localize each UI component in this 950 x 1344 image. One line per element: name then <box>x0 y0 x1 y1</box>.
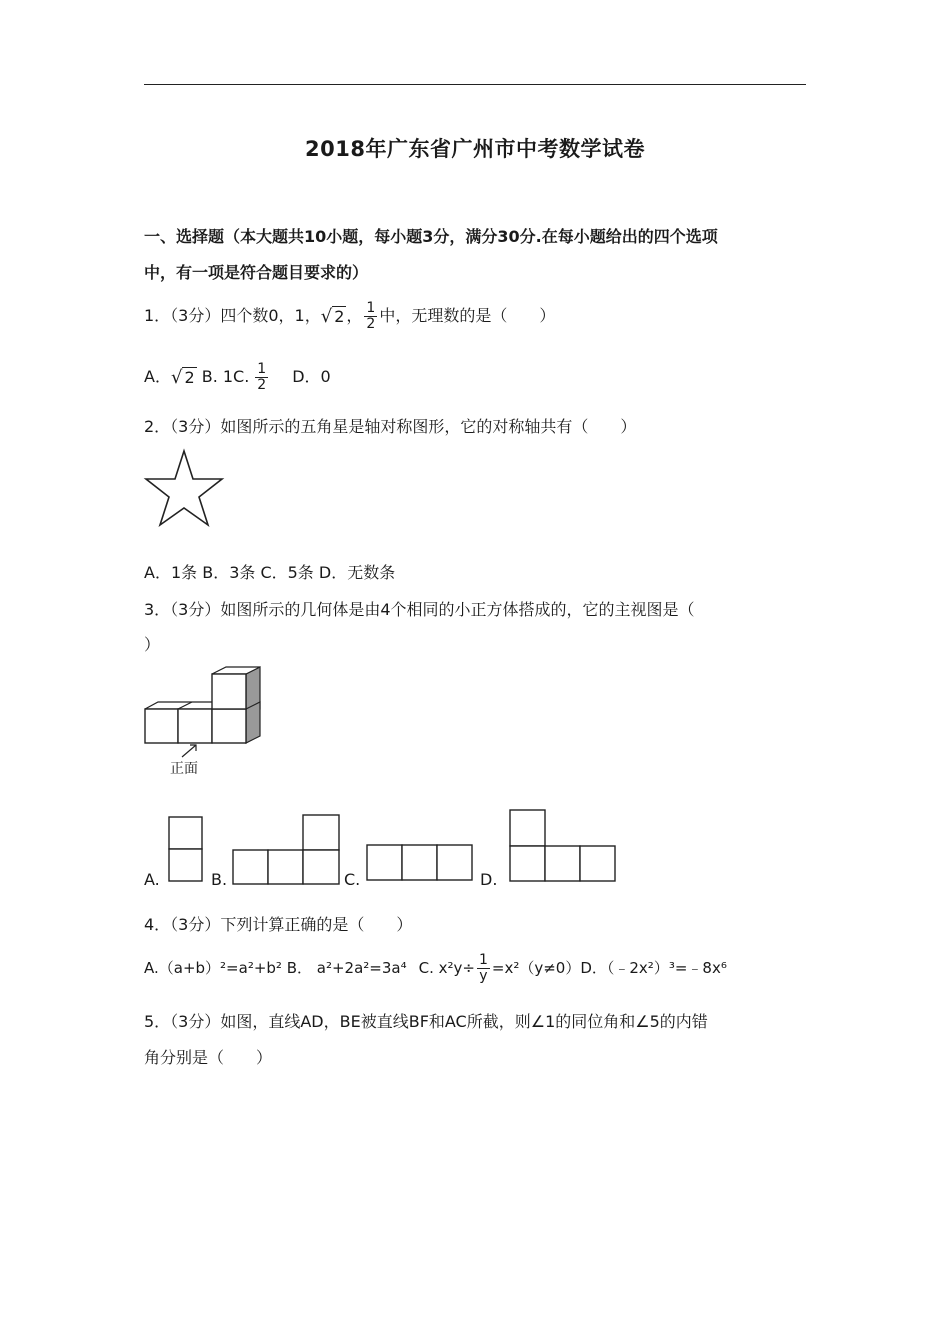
q1-sqrt: √ 2 <box>320 306 345 327</box>
section-heading-line2: 中，有一项是符合题目要求的） <box>144 263 369 282</box>
q3-option-c-figure <box>366 844 474 882</box>
q4-options-ab: A.（a+b）²=a²+b² B． a²+2a²=3a⁴ <box>144 959 407 977</box>
q3-option-d-label: D. <box>480 870 498 889</box>
question-5-stem-line1: 5．（3分）如图，直线AD，BE被直线BF和AC所截，则∠1的同位角和∠5的内错 <box>144 1012 708 1031</box>
question-2-stem: 2．（3分）如图所示的五角星是轴对称图形，它的对称轴共有（ ） <box>144 417 637 436</box>
question-1-options <box>144 362 331 393</box>
q3-option-a-figure <box>168 816 204 882</box>
q1-option-a: A． <box>144 367 171 386</box>
front-view-label: 正面 <box>170 761 198 777</box>
question-3-stem-line1: 3．（3分）如图所示的几何体是由4个相同的小正方体搭成的，它的主视图是（ <box>144 600 695 619</box>
question-4-options <box>144 953 727 984</box>
q1-suffix: 中，无理数的是（ ） <box>379 306 556 325</box>
q1-fraction: $\frac{1}{2}$ <box>366 300 376 332</box>
header-rule <box>144 84 806 85</box>
question-3-stem-line2: ） <box>144 635 161 654</box>
q1-option-bc: B. 1C. <box>196 367 250 386</box>
q4-option-c-fraction: $\frac{1}{y}$ <box>478 952 488 984</box>
cube-solid-figure <box>144 664 264 776</box>
q3-option-a-label: A. <box>144 870 160 889</box>
question-1-stem <box>144 301 555 332</box>
q3-option-c-label: C. <box>344 870 361 889</box>
q1-option-d: D．0 <box>292 367 331 386</box>
q1-option-a-sqrt: √ 2 <box>170 367 195 388</box>
q3-option-b-figure <box>232 814 342 886</box>
q4-option-c: C. x²y÷ <box>418 959 475 977</box>
q1-option-c-fraction: $\frac{1}{2}$ <box>257 361 267 393</box>
page-title: 2018年广东省广州市中考数学试卷 <box>305 137 645 161</box>
question-5-stem-line2: 角分别是（ ） <box>144 1048 273 1067</box>
question-2-options: A．1条 B．3条 C．5条 D．无数条 <box>144 563 396 582</box>
q4-options-cd: =x²（y≠0）D．（﹣2x²）³=﹣8x⁶ <box>491 959 727 977</box>
q1-sep: ， <box>346 306 363 325</box>
q3-option-d-figure <box>509 809 619 883</box>
q1-prefix: 1．（3分）四个数0，1， <box>144 306 321 325</box>
question-4-stem: 4．（3分）下列计算正确的是（ ） <box>144 915 413 934</box>
star-figure <box>144 449 224 527</box>
section-heading-line1: 一、选择题（本大题共10小题，每小题3分，满分30分.在每小题给出的四个选项 <box>144 227 718 246</box>
q3-option-b-label: B. <box>211 870 228 889</box>
